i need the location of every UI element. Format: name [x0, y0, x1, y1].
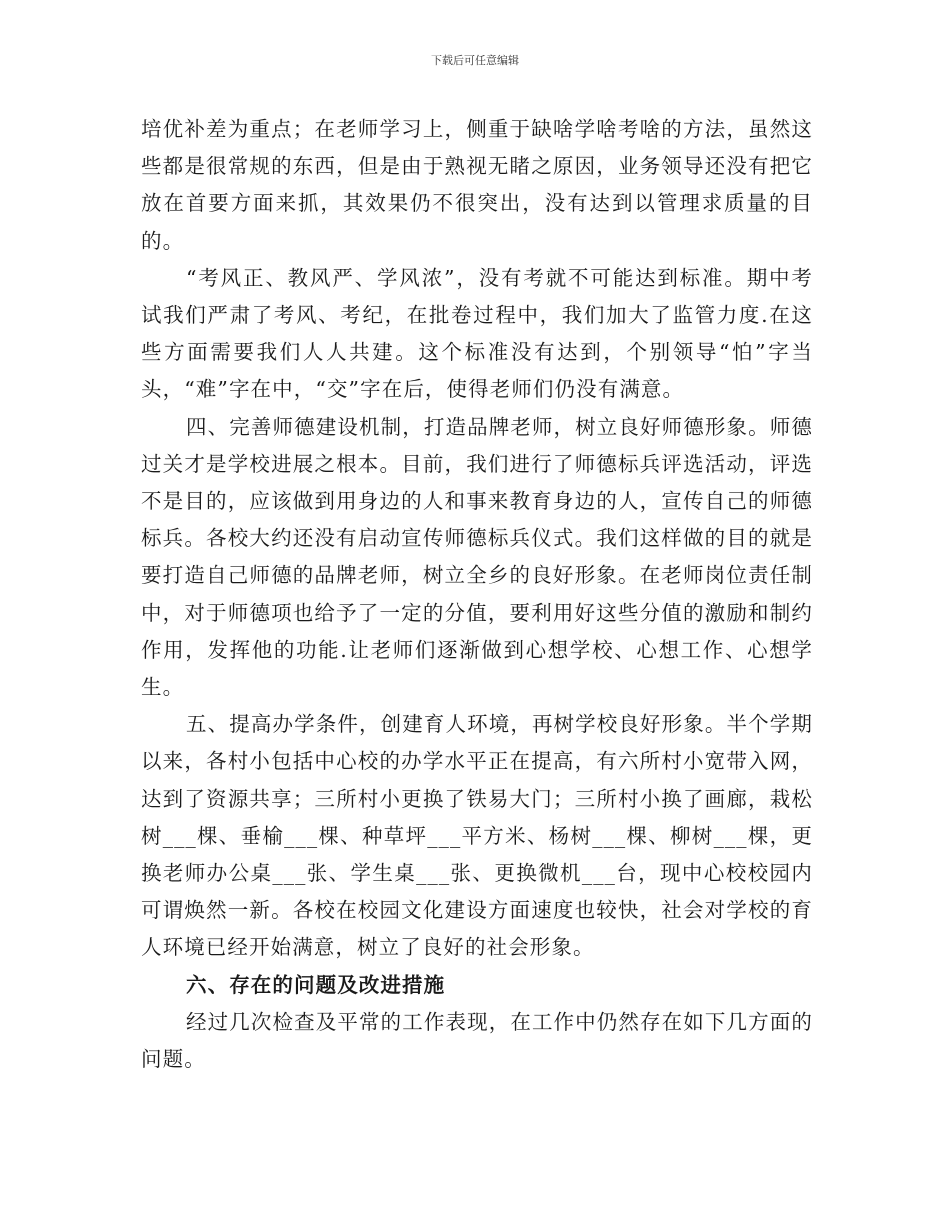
document-body — [141, 111, 813, 1078]
paragraph-5: 经过几次检查及平常的工作表现，在工作中仍然存在如下几方面的问题。 — [141, 1009, 813, 1072]
paragraph-4: 五、提高办学条件，创建育人环境，再树学校良好形象。半个学期以来，各村小包括中心校的办学水平正在提高，有六所村小宽带入网，达到了资源共享；三所村小更换了铁易大门；三所村小换了画廊，栽松树___棵、垂榆___棵、种草坪___平方米、杨树___棵、柳树___棵，更换老师办公桌___张、学生桌___张、更换微机___台，现中心校校园内可谓焕然一新。各校在校园文化建设方面速度也较快，社会对学校的育人环境已经开始满意，树立了良好的社会形象。 — [141, 712, 813, 960]
section-heading-6: 六、存在的问题及改进措施 — [186, 972, 446, 997]
paragraph-1: 培优补差为重点；在老师学习上，侧重于缺啥学啥考啥的方法，虽然这些都是很常规的东西，但是由于熟视无睹之原因，业务领导还没有把它放在首要方面来抓，其效果仍不很突出，没有达到以管理求质量的目的。 — [141, 117, 813, 253]
paragraph-2: “考风正、教风严、学风浓”，没有考就不可能达到标准。期中考试我们严肃了考风、考纪，在批卷过程中，我们加大了监管力度.在这些方面需要我们人人共建。这个标准没有达到，个别领导“怕”字当头，“难”字在中，“交”字在后，使得老师们仍没有满意。 — [141, 265, 813, 402]
page-header: 下载后可任意编辑 — [431, 54, 519, 67]
paragraph-3: 四、完善师德建设机制，打造品牌老师，树立良好师德形象。师德过关才是学校进展之根本。目前，我们进行了师德标兵评选活动，评选不是目的，应该做到用身边的人和事来教育身边的人，宣传自己的师德标兵。各校大约还没有启动宣传师德标兵仪式。我们这样做的目的就是要打造自己师德的品牌老师，树立全乡的良好形象。在老师岗位责任制中，对于师德项也给予了一定的分值，要利用好这些分值的激励和制约作用，发挥他的功能.让老师们逐渐做到心想学校、心想工作、心想学生。 — [141, 414, 813, 700]
